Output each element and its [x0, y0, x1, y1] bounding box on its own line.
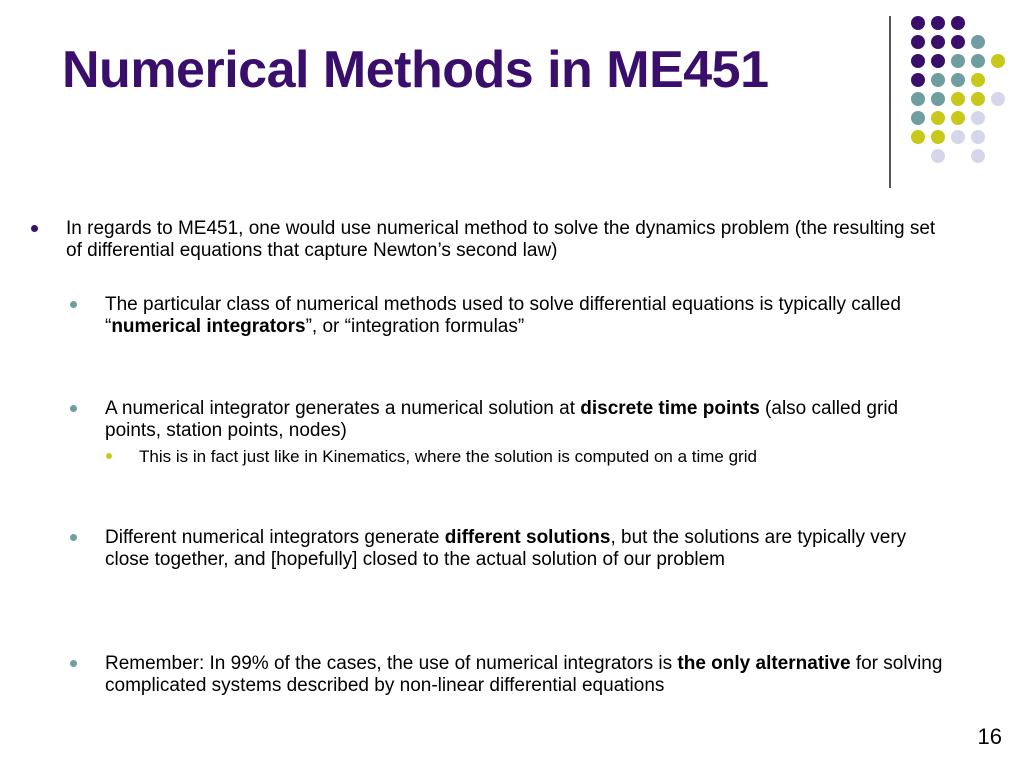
sub-bullet-item: [105, 653, 945, 697]
decor-dot: [951, 111, 965, 125]
sub-bullet-item: [105, 294, 945, 338]
bullet-dot-icon: [70, 405, 77, 412]
decor-dot: [931, 111, 945, 125]
decor-dot: [931, 149, 945, 163]
sub-sub-bullet-item: [139, 447, 939, 467]
bullet-text: for solving complicated systems described by non-linear differential equations: [105, 653, 943, 696]
decorative-dot-grid: [0, 0, 1024, 200]
decorative-divider: [889, 16, 891, 188]
decor-dot: [951, 92, 965, 106]
decor-dot: [911, 73, 925, 87]
sub-bullet-item: [105, 398, 945, 442]
decor-dot: [911, 35, 925, 49]
decor-dot: [971, 130, 985, 144]
bullet-emphasis: different solutions: [444, 527, 611, 548]
bullet-emphasis: the only alternative: [677, 653, 851, 674]
bullet-emphasis: numerical integrators: [111, 316, 306, 337]
decor-dot: [931, 130, 945, 144]
decor-dot: [931, 35, 945, 49]
decor-dot: [911, 54, 925, 68]
decor-dot: [951, 130, 965, 144]
decor-dot: [971, 92, 985, 106]
decor-dot: [911, 130, 925, 144]
decor-dot: [951, 54, 965, 68]
page-number: 16: [977, 724, 1002, 749]
bullet-text: A numerical integrator generates a numerical solution at: [105, 398, 581, 419]
bullet-text: Remember: In 99% of the cases, the use of numerical integrators is: [105, 653, 678, 674]
bullet-text: In regards to ME451, one would use numerical method to solve the dynamics problem (the resulting set of differential equations that capture Newton’s second law): [66, 218, 936, 261]
decor-dot: [911, 16, 925, 30]
decor-dot: [931, 73, 945, 87]
slide-title: Numerical Methods in ME451: [62, 41, 769, 99]
bullet-dot-icon: [31, 225, 38, 232]
decor-dot: [931, 16, 945, 30]
bullet-text: Different numerical integrators generate: [105, 527, 445, 548]
bullet-dot-icon: [70, 301, 77, 308]
bullet-dot-icon: [70, 534, 77, 541]
decor-dot: [971, 35, 985, 49]
decor-dot: [991, 54, 1005, 68]
bullet-dot-icon: [106, 453, 112, 459]
decor-dot: [911, 92, 925, 106]
bullet-text: , but the solutions are typically very close together, and [hopefully] closed to the actual solution of our problem: [105, 527, 907, 570]
bullet-text: (also called grid points, station points, nodes): [105, 398, 899, 441]
bullet-text: This is in fact just like in Kinematics, where the solution is computed on a time grid: [139, 447, 757, 466]
decor-dot: [931, 54, 945, 68]
bullet-dot-icon: [70, 660, 77, 667]
decor-dot: [951, 35, 965, 49]
bullet-item: [66, 218, 946, 262]
decor-dot: [971, 149, 985, 163]
sub-bullet-item: [105, 527, 945, 571]
bullet-text: The particular class of numerical methods used to solve differential equations is typically called “: [105, 294, 901, 337]
decor-dot: [971, 73, 985, 87]
decor-dot: [951, 73, 965, 87]
decor-dot: [951, 16, 965, 30]
decor-dot: [991, 92, 1005, 106]
decor-dot: [931, 92, 945, 106]
decor-dot: [971, 54, 985, 68]
decor-dot: [911, 111, 925, 125]
decor-dot: [971, 111, 985, 125]
bullet-text: ”, or “integration formulas”: [305, 316, 525, 337]
bullet-emphasis: discrete time points: [580, 398, 760, 419]
